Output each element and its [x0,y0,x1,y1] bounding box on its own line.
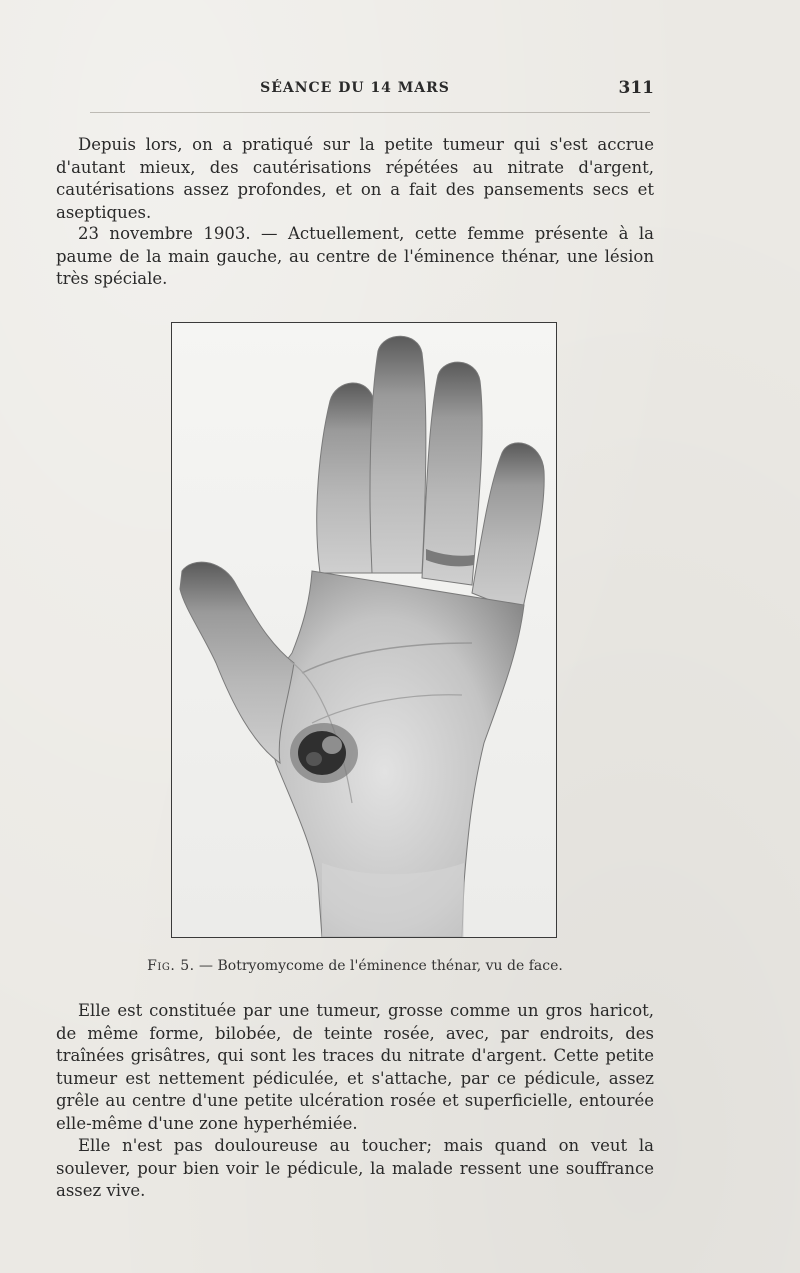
figure-caption-text: — Botryomycome de l'éminence thénar, vu de face. [199,958,563,974]
running-title: SÉANCE DU 14 MARS [260,80,450,96]
hand-illustration [172,323,556,937]
page-number: 311 [618,78,654,98]
hand-photograph [171,322,557,938]
paragraph-1: Depuis lors, on a pratiqué sur la petite tumeur qui s'est accrue d'autant mieux, des cautérisations répétées au nitrate d'argent, cautérisations assez profondes, et on a fait des pansements secs et aseptiques. [56,135,654,222]
figure-caption [56,958,654,974]
paragraph-4: Elle n'est pas douloureuse au toucher; mais quand on veut la soulever, pour bien voir le pédicule, la malade ressent une souffrance assez vive. [56,1136,654,1200]
running-head [56,78,654,102]
header-rule [90,112,650,113]
paragraph-3: Elle est constituée par une tumeur, grosse comme un gros haricot, de même forme, bilobée, de teinte rosée, avec, par endroits, des traînées grisâtres, qui sont les traces du nitrate d'argent. Cette petite tumeur est nettement pédiculée, et s'attache, par ce pédicule, assez grêle au centre d'une petite ulcération rosée et superficielle, entourée elle-même d'une zone hyperhémiée. [56,1001,654,1133]
figure-label: Fig. 5. [147,958,195,974]
paragraph-2: 23 novembre 1903. — Actuellement, cette femme présente à la paume de la main gauche, au centre de l'éminence thénar, une lésion très spéciale. [56,224,654,288]
